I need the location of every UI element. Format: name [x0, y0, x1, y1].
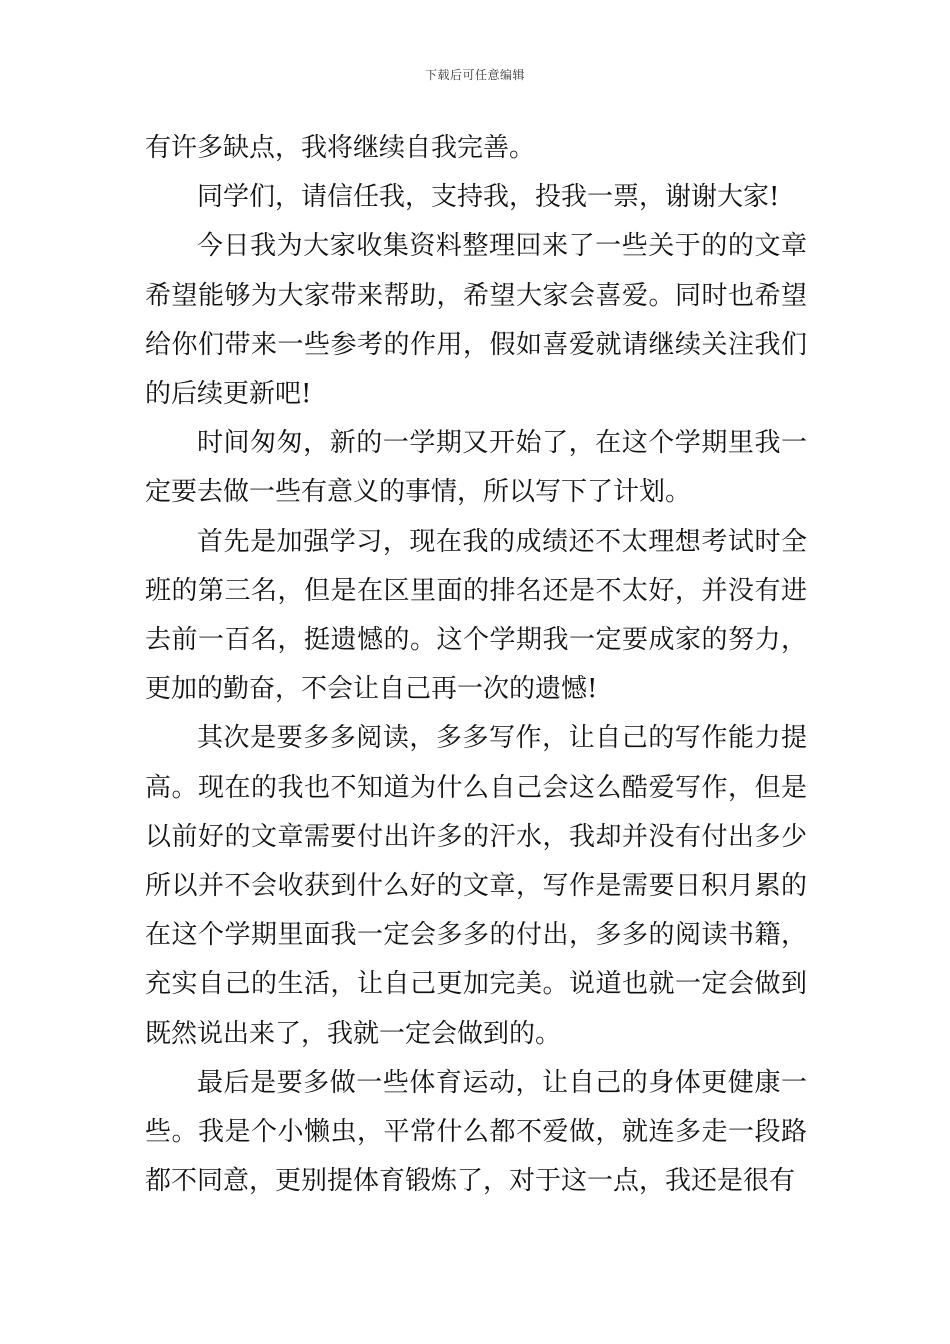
document-body	[145, 124, 807, 1206]
paragraph: 其次是要多多阅读，多多写作，让自己的写作能力提高。现在的我也不知道为什么自己会这么酷爱写作，但是以前好的文章需要付出许多的汗水，我却并没有付出多少所以并不会收获到什么好的文章，写作是需要日积月累的在这个学期里面我一定会多多的付出，多多的阅读书籍，充实自己的生活，让自己更加完美。说道也就一定会做到既然说出来了，我就一定会做到的。	[145, 723, 807, 1049]
paragraph: 同学们，请信任我，支持我，投我一票，谢谢大家!	[197, 182, 780, 213]
paragraph: 有许多缺点，我将继续自我完善。	[145, 133, 536, 163]
paragraph: 时间匆匆，新的一学期又开始了，在这个学期里我一定要去做一些有意义的事情，所以写下了计划。	[145, 428, 807, 508]
paragraph: 首先是加强学习，现在我的成绩还不太理想考试时全班的第三名，但是在区里面的排名还是不太好，并没有进去前一百名，挺遗憾的。这个学期我一定要成家的努力，更加的勤奋，不会让自己再一次的遗憾!	[145, 526, 807, 705]
paragraph: 今日我为大家收集资料整理回来了一些关于的的文章希望能够为大家带来帮助，希望大家会喜爱。同时也希望给你们带来一些参考的作用，假如喜爱就请继续关注我们的后续更新吧!	[145, 231, 807, 410]
page-header-note: 下载后可任意编辑	[424, 68, 525, 82]
paragraph: 最后是要多做一些体育运动，让自己的身体更健康一些。我是个小懒虫，平常什么都不爱做，就连多走一段路都不同意，更别提体育锻炼了，对于这一点，我还是很有	[145, 1067, 807, 1197]
